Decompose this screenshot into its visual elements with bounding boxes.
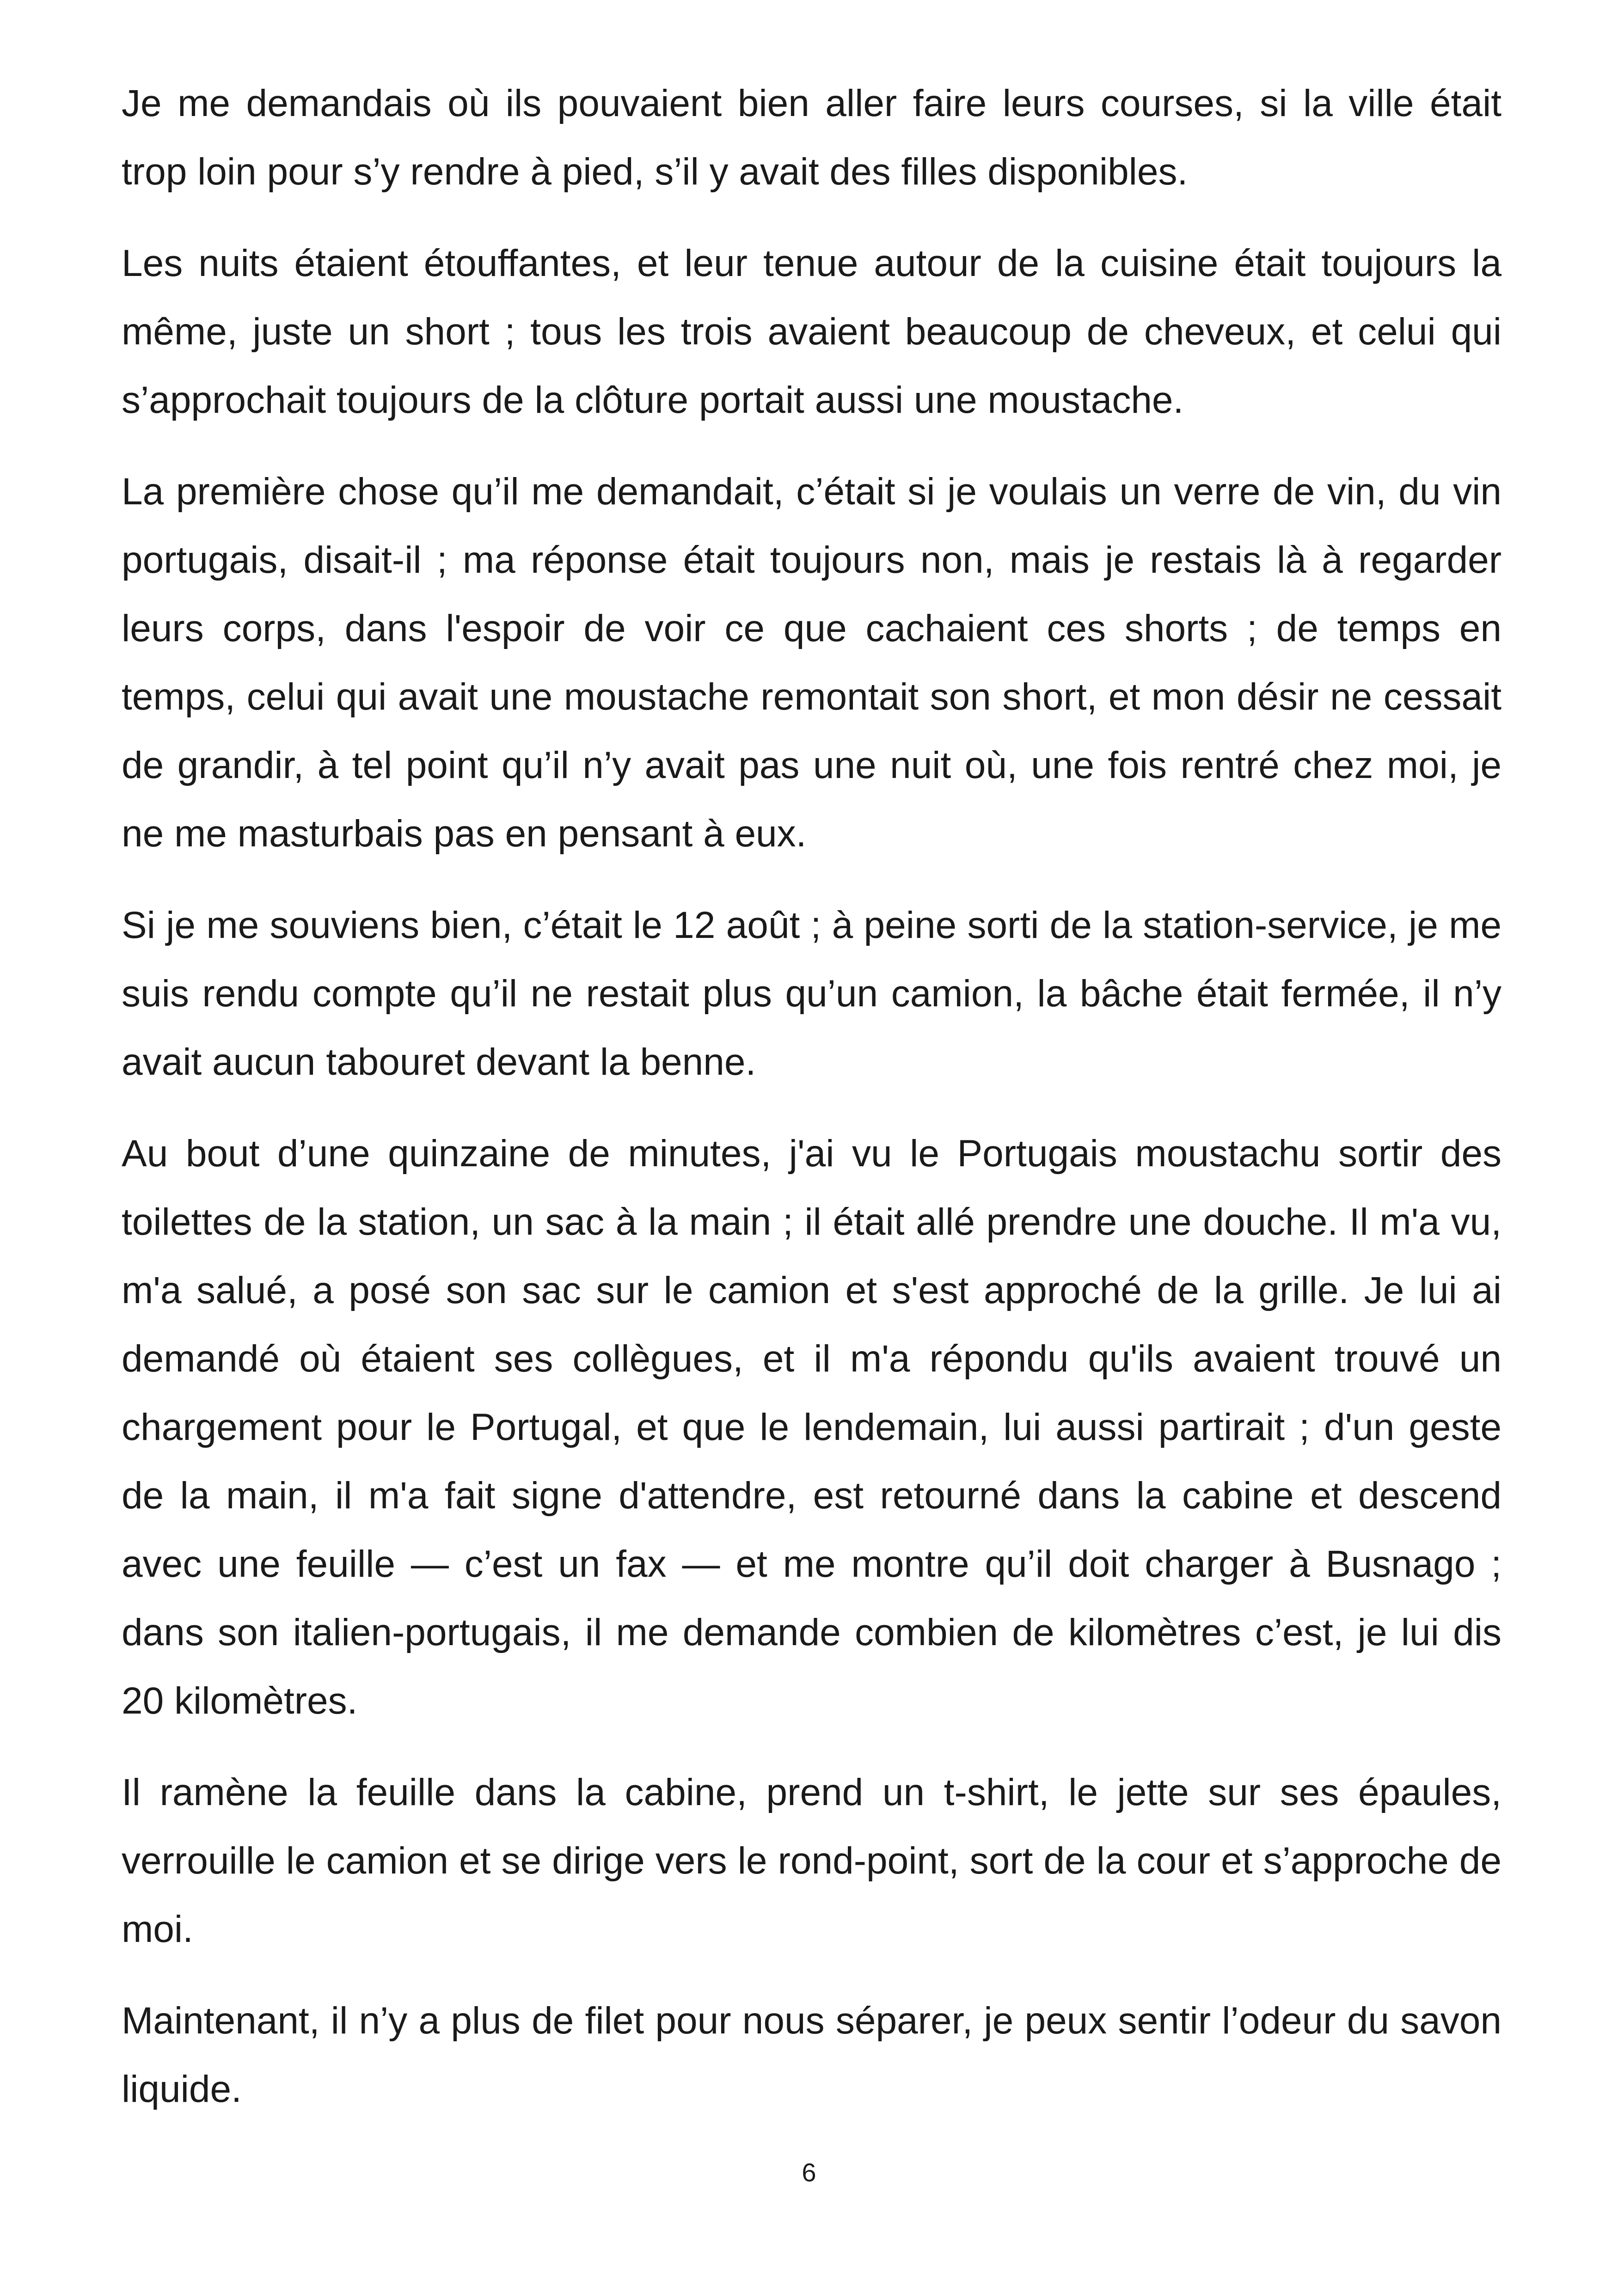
text-body (122, 69, 1502, 2147)
paragraph: Il ramène la feuille dans la cabine, prend un t-shirt, le jette sur ses épaules, verrouille le camion et se dirige vers le rond-point, sort de la cour et s’approche de moi. (122, 1771, 1502, 1950)
paragraph: Les nuits étaient étouffantes, et leur tenue autour de la cuisine était toujours la même, juste un short ; tous les trois avaient beaucoup de cheveux, et celui qui s’approchait toujours de la clôture portait aussi une moustache. (122, 242, 1502, 421)
page-number: 6 (802, 2158, 816, 2187)
paragraph: Maintenant, il n’y a plus de filet pour nous séparer, je peux sentir l’odeur du savon liquide. (122, 2000, 1502, 2110)
paragraph: Si je me souviens bien, c’était le 12 août ; à peine sorti de la station-service, je me suis rendu compte qu’il ne restait plus qu’un camion, la bâche était fermée, il n’y avait aucun tabouret devant la benne. (122, 904, 1502, 1083)
paragraph: Au bout d’une quinzaine de minutes, j'ai vu le Portugais moustachu sortir des toilettes de la station, un sac à la main ; il était allé prendre une douche. Il m'a vu, m'a salué, a posé son sac sur le camion et s'est approché de la grille. Je lui ai demandé où étaient ses collègues, et il m'a répondu qu'ils avaient trouvé un chargement pour le Portugal, et que le lendemain, lui aussi partirait ; d'un geste de la main, il m'a fait signe d'attendre, est retourné dans la cabine et descend avec une feuille — c’est un fax — et me montre qu’il doit charger à Busnago ; dans son italien-portugais, il me demande combien de kilomètres c’est, je lui dis 20 kilomètres. (122, 1133, 1502, 1722)
paragraph: La première chose qu’il me demandait, c’était si je voulais un verre de vin, du vin portugais, disait-il ; ma réponse était toujours non, mais je restais là à regarder leurs corps, dans l'espoir de voir ce que cachaient ces shorts ; de temps en temps, celui qui avait une moustache remontait son short, et mon désir ne cessait de grandir, à tel point qu’il n’y avait pas une nuit où, une fois rentré chez moi, je ne me masturbais pas en pensant à eux. (122, 471, 1502, 855)
paragraph: Je me demandais où ils pouvaient bien aller faire leurs courses, si la ville était trop loin pour s’y rendre à pied, s’il y avait des filles disponibles. (122, 82, 1502, 193)
